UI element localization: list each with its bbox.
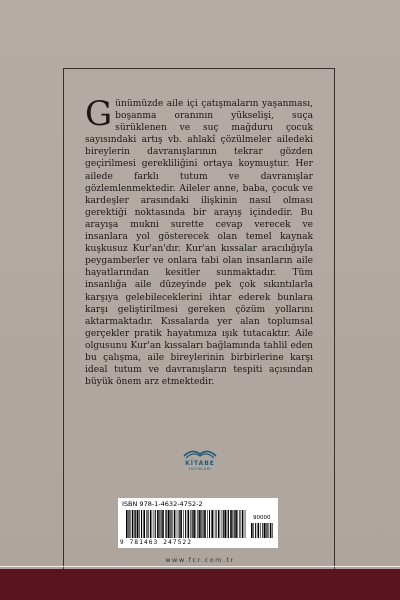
publisher-name: KİTABE: [185, 460, 215, 467]
publisher-subtitle: YAYINLARI: [188, 467, 212, 471]
barcode-box: [118, 498, 278, 548]
blurb-text: ünümüzde aile içi çatışmaların yaşanması, boşanma oranının yükselişi, suça sürüklenen ve suç mağduru çocuk sayısındaki artış vb. ahlakî çözülmeler ailedeki bireylerin davranışlarının tekrar gözden geçirilmesi gerekliliğini ortaya koymuştur. Her ailede farklı tutum ve davranışlar gözlemlenmektedir. Aileler anne, baba, çocuk ve kardeşler arasındaki ilişkinin nasıl olması gerektiği noktasında bir arayış içindedir. Bu arayışa mukni surette cevap verecek ve insanlara yol gösterecek olan temel kaynak kuşkusuz Kur'an'dır. Kur'an kıssalar aracılığıyla peygamberler ve onlara tabi olan insanların aile hayatlarından kesitler sunmaktadır. Tüm insanlığa aile düzeyinde pek çok sıkıntılarla karşıya gelebileceklerini ihtar ederek bunlara karşı geliştirilmesi gereken çözüm yollarını aktarmaktadır. Kıssalarda yer alan toplumsal gerçekler pratik hayatımıza ışık tutacaktır. Aile olgusunu Kur'an kıssaları bağlamında tahlil eden bu çalışma, aile bireylerinin birbirlerine karşı ideal tutum ve davranışların tespiti açısından büyük önem arz etmektedir.: [85, 99, 313, 388]
footer-band: [0, 569, 400, 600]
price-code: 90000: [253, 515, 271, 521]
book-icon: [182, 446, 218, 460]
publisher-logo: [178, 446, 222, 482]
back-cover-blurb: [85, 94, 313, 388]
price-barcode-image: [251, 523, 273, 538]
barcode-image: [126, 510, 246, 538]
footer-divider: [0, 566, 400, 567]
publisher-website[interactable]: www.fcr.com.tr: [165, 556, 235, 564]
barcode-digits: 9 781463 247522: [120, 539, 193, 546]
isbn-label: ISBN 978-1-4632-4752-2: [122, 500, 203, 508]
dropcap-letter: G: [85, 94, 113, 134]
